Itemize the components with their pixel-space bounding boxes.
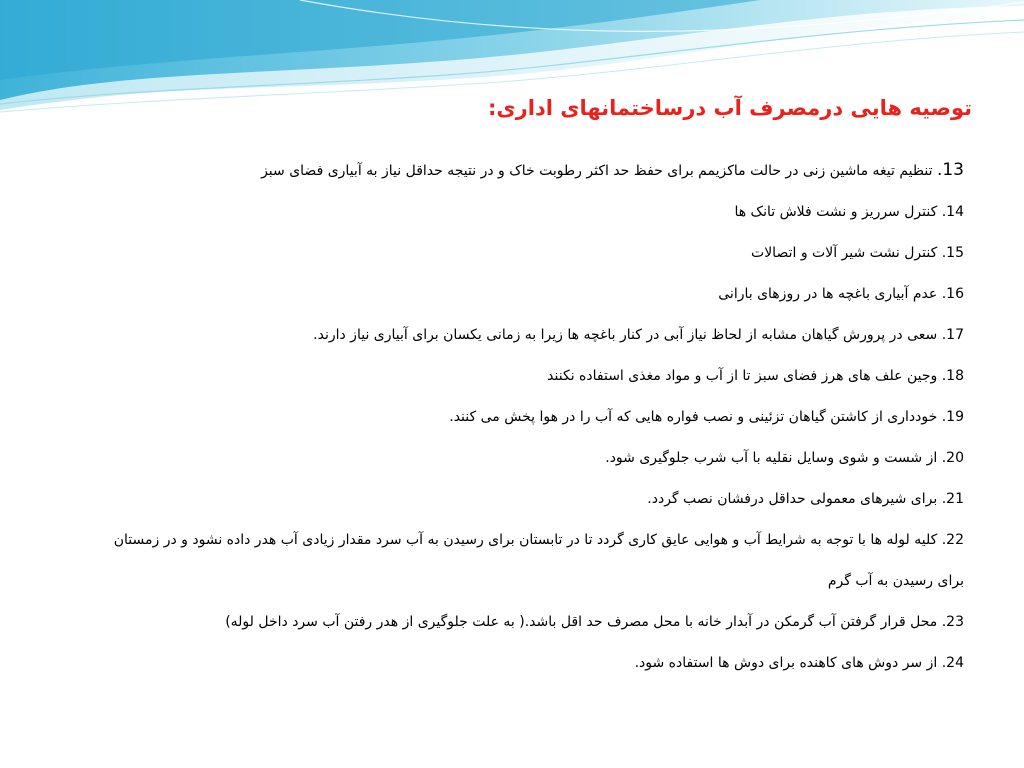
item-number: 16. [941, 286, 964, 302]
list-item [95, 397, 964, 438]
list-item [95, 150, 964, 192]
item-text: سعی در پرورش گیاهان مشابه از لحاظ نیاز آبی در کنار باغچه ها زیرا به زمانی یکسان برای آبیاری نیاز دارند. [313, 327, 938, 343]
list-item [95, 192, 964, 233]
item-text: از شست و شوی وسایل نقلیه با آب شرب جلوگیری شود. [605, 450, 938, 466]
item-number: 24. [941, 655, 964, 671]
item-text: برای شیرهای معمولی حداقل درفشان نصب گردد. [647, 491, 938, 507]
item-text: خودداری از کاشتن گیاهان تزئینی و نصب فواره هایی که آب را در هوا پخش می کنند. [449, 409, 938, 425]
item-text: کنترل سرریز و نشت فلاش تانک ها [734, 204, 938, 220]
slide-title: توصیه هایی درمصرف آب درساختمانهای اداری: [488, 96, 972, 120]
item-number: 19. [941, 409, 964, 425]
list-item [95, 479, 964, 520]
list-item [95, 520, 964, 602]
item-number: 15. [941, 245, 964, 261]
list-item [95, 602, 964, 643]
item-number: 18. [941, 368, 964, 384]
item-text: از سر دوش های کاهنده برای دوش ها استفاده شود. [634, 655, 938, 671]
item-text: وجین علف های هرز فضای سبز تا از آب و مواد مغذی استفاده نکنند [547, 368, 938, 384]
item-number: 17. [941, 327, 964, 343]
list-item [95, 356, 964, 397]
list-item [95, 315, 964, 356]
item-number: 23. [941, 614, 964, 630]
item-number: 20. [941, 450, 964, 466]
item-text: عدم آبیاری باغچه ها در روزهای بارانی [718, 286, 938, 302]
item-text: کنترل نشت شیر آلات و اتصالات [751, 245, 938, 261]
item-number: 22. [941, 532, 964, 548]
item-number: 14. [941, 204, 964, 220]
item-text: محل قرار گرفتن آب گرمکن در آبدار خانه با محل مصرف حد اقل باشد.( به علت جلوگیری از هدر رفتن آب سرد داخل لوله) [225, 614, 938, 630]
item-number: 13. [936, 160, 964, 180]
list-item [95, 643, 964, 684]
list-item [95, 233, 964, 274]
item-text: تنظیم تیغه ماشین زنی در حالت ماکزیمم برای حفظ حد اکثر رطوبت خاک و در نتیجه حداقل نیاز به آبیاری فضای سبز [261, 163, 933, 179]
item-text: کلیه لوله ها با توجه به شرایط آب و هوایی عایق کاری گردد تا در تابستان برای رسیدن به آب سرد مقدار زیادی آب هدر داده نشود و در زمستان برای رسیدن به آب گرم [113, 532, 964, 589]
list-item [95, 274, 964, 315]
list-item [95, 438, 964, 479]
item-number: 21. [941, 491, 964, 507]
recommendation-list [95, 150, 964, 684]
